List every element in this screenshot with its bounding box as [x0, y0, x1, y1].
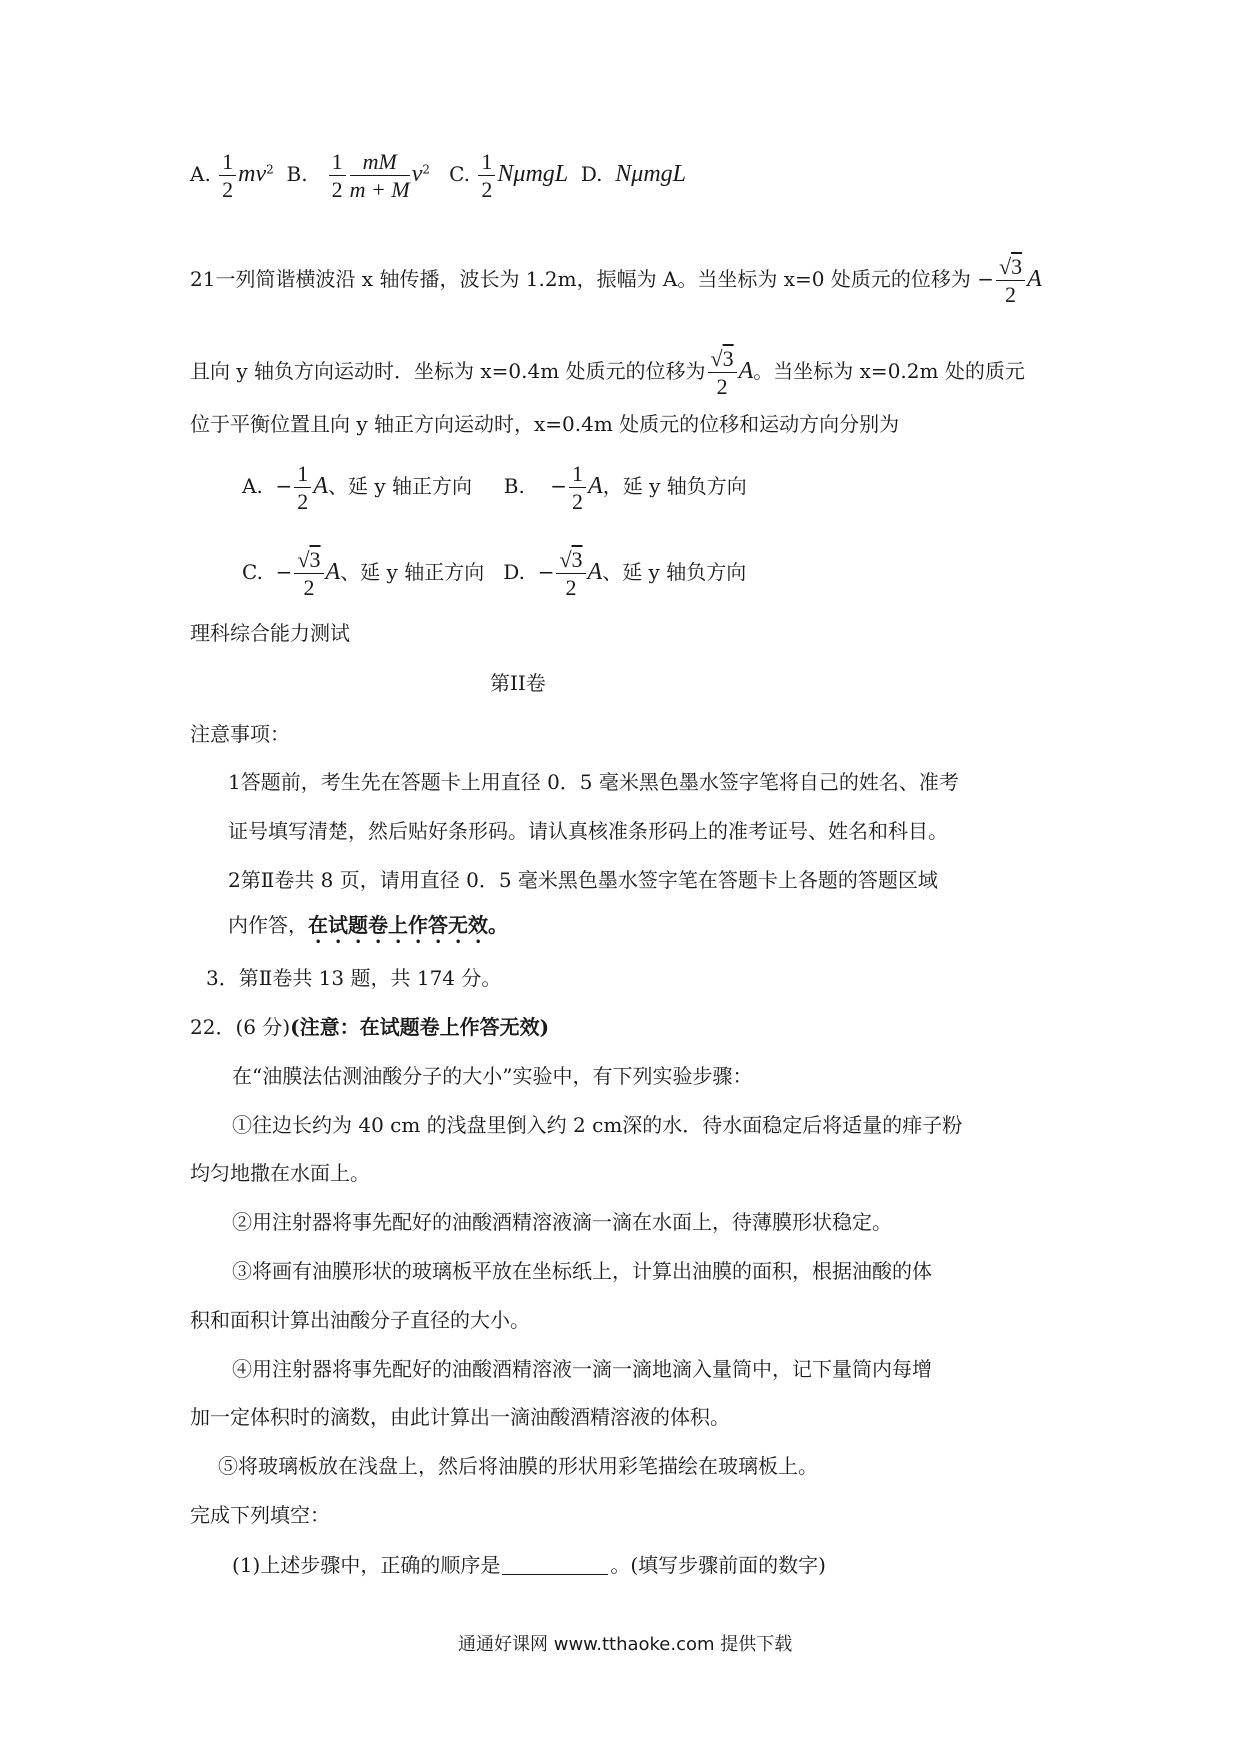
notice-1b: 证号填写清楚，然后贴好条形码。请认真核准条形码上的准考证号、姓名和科目。 — [228, 819, 948, 843]
section-title: 理科综合能力测试 — [190, 621, 350, 645]
q21-line3: 位于平衡位置且向 y 轴正方向运动时，x=0.4m 处质元的位移和运动方向分别为 — [190, 412, 900, 436]
q22-fill-heading: 完成下列填空： — [190, 1503, 330, 1527]
notice-3: 3．第Ⅱ卷共 13 题，共 174 分。 — [206, 966, 502, 990]
answer-blank[interactable] — [502, 1554, 608, 1575]
fraction: $\frac{1}{2}$ — [294, 462, 311, 513]
q22-step4a: ④用注射器将事先配好的油酸酒精溶液一滴一滴地滴入量筒中，记下量筒内每增 — [232, 1357, 932, 1381]
q22-heading: 22．(6 分)(注意：在试题卷上作答无效) — [190, 1015, 550, 1039]
fraction: $\frac{1}{2}$ — [478, 150, 495, 201]
q21-line1: 21一列简谐横波沿 x 轴传播，波长为 1.2m，振幅为 A。当坐标为 x=0 处质元的位移为 − $\frac{√3}{2}$ A — [190, 254, 1042, 308]
q22-step4b: 加一定体积时的滴数，由此计算出一滴油酸酒精溶液的体积。 — [190, 1405, 730, 1429]
fraction: $\frac{mM}{m + M}$ — [349, 149, 410, 203]
notice-heading: 注意事项： — [190, 722, 290, 746]
volume-title: 第II卷 — [490, 671, 546, 695]
notice-1a: 1答题前，考生先在答题卡上用直径 0．5 毫米黑色墨水签字笔将自己的姓名、准考 — [228, 770, 959, 794]
notice-2a: 2第Ⅱ卷共 8 页，请用直径 0．5 毫米黑色墨水签字笔在答题卡上各题的答题区域 — [228, 868, 938, 892]
fraction: $\frac{√3}{2}$ — [294, 548, 323, 599]
q21-options-cd: C. − $\frac{√3}{2}$ A、延 y 轴正方向 D. − $\frac{√3}{2}$ A、延 y 轴负方向 — [242, 547, 747, 601]
q21-options-ab: A. − $\frac{1}{2}$ A、延 y 轴正方向 B. − $\frac{1}{2}$ A，延 y 轴负方向 — [242, 461, 747, 515]
q22-step1b: 均匀地撒在水面上。 — [190, 1161, 370, 1185]
q20-options: A. $\frac{1}{2}$ $mv^2$ B. $\frac{1}{2}$ $\frac{mM}{m + M}$ $v^2$ C. $\frac{1}{2}$ NμmgL D. NμmgL — [190, 149, 686, 203]
notice-2b: 内作答，在试题卷上作答无效。 — [228, 913, 508, 937]
q22-intro: 在“油膜法估测油酸分子的大小”实验中，有下列实验步骤： — [232, 1064, 753, 1088]
q22-step3b: 积和面积计算出油酸分子直径的大小。 — [190, 1308, 530, 1332]
q22-part1: (1)上述步骤中，正确的顺序是 。(填写步骤前面的数字) — [232, 1553, 826, 1577]
q22-step5: ⑤将玻璃板放在浅盘上，然后将油膜的形状用彩笔描绘在玻璃板上。 — [218, 1454, 818, 1478]
q22-step1a: ①往边长约为 40 cm 的浅盘里倒入约 2 cm深的水．待水面稳定后将适量的痱子粉 — [232, 1113, 963, 1137]
fraction: $\frac{√3}{2}$ — [556, 548, 585, 599]
fraction: $\frac{√3}{2}$ — [708, 347, 737, 398]
fraction: $\frac{1}{2}$ — [569, 462, 586, 513]
emphasis-text: 在试题卷上作答无效。 — [308, 913, 508, 937]
fraction: $\frac{1}{2}$ — [219, 150, 236, 201]
fraction: $\frac{√3}{2}$ — [996, 255, 1025, 306]
fraction: $\frac{1}{2}$ — [329, 150, 346, 201]
footer-text: 通通好课网 www.tthaoke.com 提供下载 — [458, 1634, 793, 1655]
q21-line2: 且向 y 轴负方向运动时．坐标为 x=0.4m 处质元的位移为 $\frac{√3}{2}$ A。当坐标为 x=0.2m 处的质元 — [190, 346, 1025, 400]
q22-step2: ②用注射器将事先配好的油酸酒精溶液滴一滴在水面上，待薄膜形状稳定。 — [232, 1210, 892, 1234]
q22-step3a: ③将画有油膜形状的玻璃板平放在坐标纸上，计算出油膜的面积，根据油酸的体 — [232, 1259, 932, 1283]
